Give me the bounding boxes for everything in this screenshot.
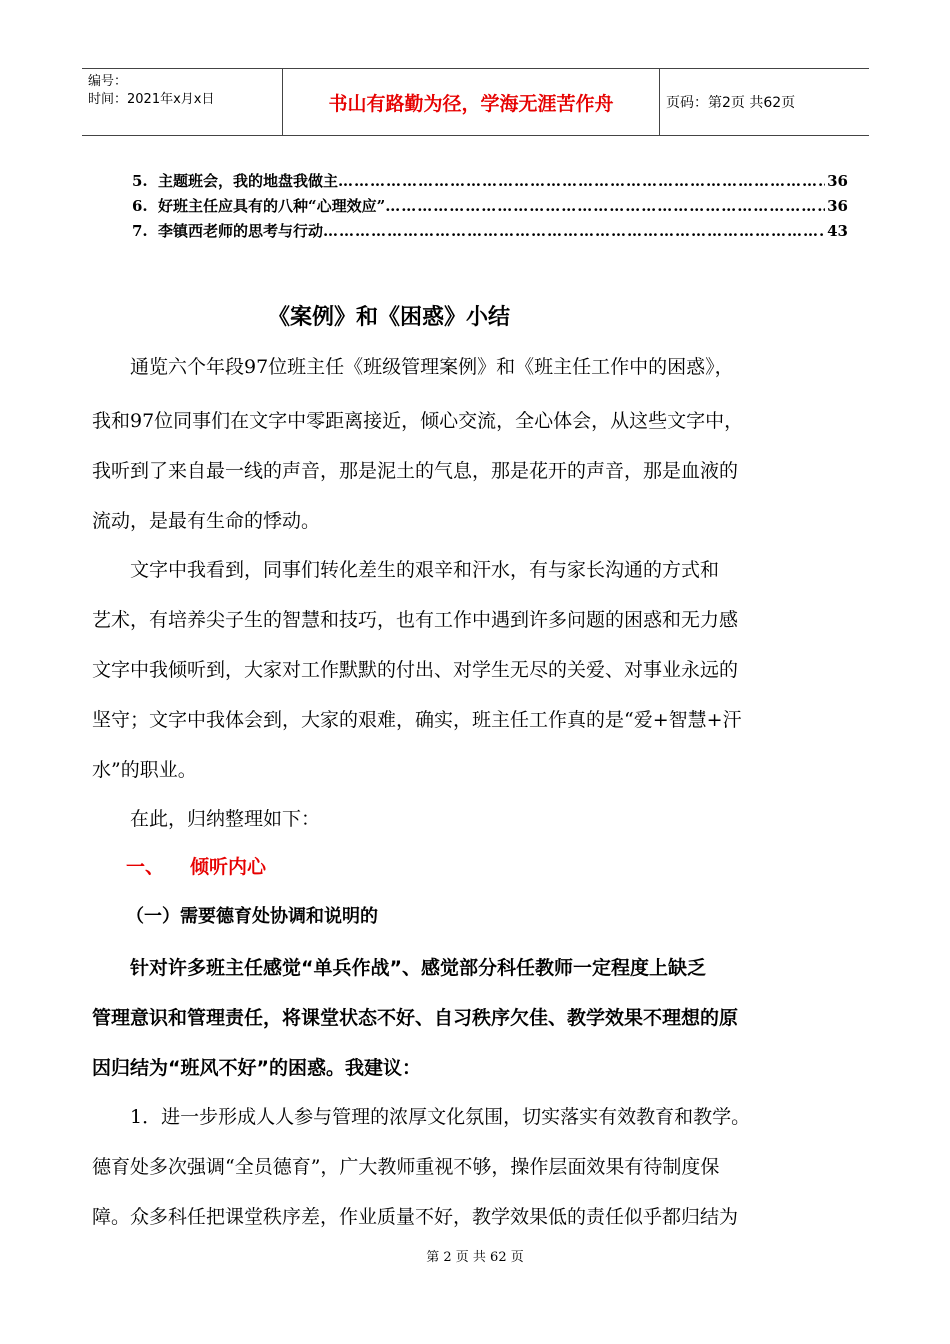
toc-number: 5. bbox=[132, 172, 148, 190]
paragraph-line: 文字中我倾听到，大家对工作默默的付出、对学生无尽的关爱、对事业永远的 bbox=[92, 659, 739, 681]
paragraph-line: 文字中我看到，同事们转化差生的艰辛和汗水，有与家长沟通的方式和 bbox=[92, 559, 720, 581]
document-title: 《案例》和《困惑》小结 bbox=[268, 305, 511, 330]
paragraph-line: 在此，归纳整理如下： bbox=[92, 808, 321, 830]
paragraph-line: 我和97位同事们在文字中零距离接近，倾心交流，全心体会，从这些文字中， bbox=[92, 410, 744, 432]
section-heading bbox=[126, 852, 266, 879]
header-time-label: 时间：2021年x月x日 bbox=[88, 92, 215, 107]
header-motto: 书山有路勤为径，学海无涯苦作舟 bbox=[283, 69, 660, 135]
toc-title: 主题班会，我的地盘我做主 bbox=[158, 172, 339, 190]
subsection-heading: （一）需要德育处协调和说明的 bbox=[126, 906, 378, 927]
section-title: 倾听内心 bbox=[190, 856, 267, 878]
paragraph-line: 流动，是最有生命的悸动。 bbox=[92, 510, 321, 532]
toc-leader bbox=[385, 194, 825, 218]
toc-leader bbox=[338, 169, 825, 193]
toc-entry[interactable] bbox=[132, 194, 848, 218]
bold-paragraph-line: 针对许多班主任感觉“单兵作战”、感觉部分科任教师一定程度上缺乏 bbox=[92, 957, 706, 979]
page-header bbox=[82, 68, 869, 136]
toc-page: 36 bbox=[827, 172, 848, 190]
page-footer: 第 2 页 共 62 页 bbox=[426, 1250, 524, 1265]
toc-page: 43 bbox=[827, 222, 848, 240]
bold-paragraph-line: 管理意识和管理责任，将课堂状态不好、自习秩序欠佳、教学效果不理想的原 bbox=[92, 1007, 739, 1029]
header-page-info: 页码：第2页 共62页 bbox=[666, 95, 796, 111]
bold-paragraph-line: 因归结为“班风不好”的困惑。我建议： bbox=[92, 1057, 421, 1079]
section-number: 一、 bbox=[126, 856, 165, 878]
paragraph-line: 我听到了来自最一线的声音，那是泥土的气息，那是花开的声音，那是血液的 bbox=[92, 460, 739, 482]
toc-entry[interactable] bbox=[132, 169, 848, 193]
paragraph-line: 德育处多次强调“全员德育”，广大教师重视不够，操作层面效果有待制度保 bbox=[92, 1156, 720, 1178]
paragraph-line: 水”的职业。 bbox=[92, 759, 197, 781]
paragraph-line: 坚守；文字中我体会到，大家的艰难，确实，班主任工作真的是“爱+智慧+汗 bbox=[92, 709, 742, 731]
toc-page: 36 bbox=[827, 197, 848, 215]
paragraph-line: 1．进一步形成人人参与管理的浓厚文化氛围，切实落实有效教育和教学。 bbox=[92, 1106, 751, 1128]
toc-leader bbox=[323, 219, 825, 243]
header-number-label: 编号： bbox=[88, 74, 128, 89]
toc-title: 好班主任应具有的八种“心理效应” bbox=[158, 197, 386, 215]
paragraph-line: 通览六个年段97位班主任《班级管理案例》和《班主任工作中的困惑》， bbox=[92, 356, 734, 378]
header-meta bbox=[82, 69, 283, 135]
paragraph-line: 障。众多科任把课堂秩序差，作业质量不好，教学效果低的责任似乎都归结为 bbox=[92, 1206, 739, 1228]
toc-number: 6. bbox=[132, 197, 148, 215]
paragraph-line: 艺术，有培养尖子生的智慧和技巧，也有工作中遇到许多问题的困惑和无力感 bbox=[92, 609, 739, 631]
toc-title: 李镇西老师的思考与行动 bbox=[158, 222, 324, 240]
toc-entry[interactable] bbox=[132, 219, 848, 243]
toc-number: 7. bbox=[132, 222, 148, 240]
